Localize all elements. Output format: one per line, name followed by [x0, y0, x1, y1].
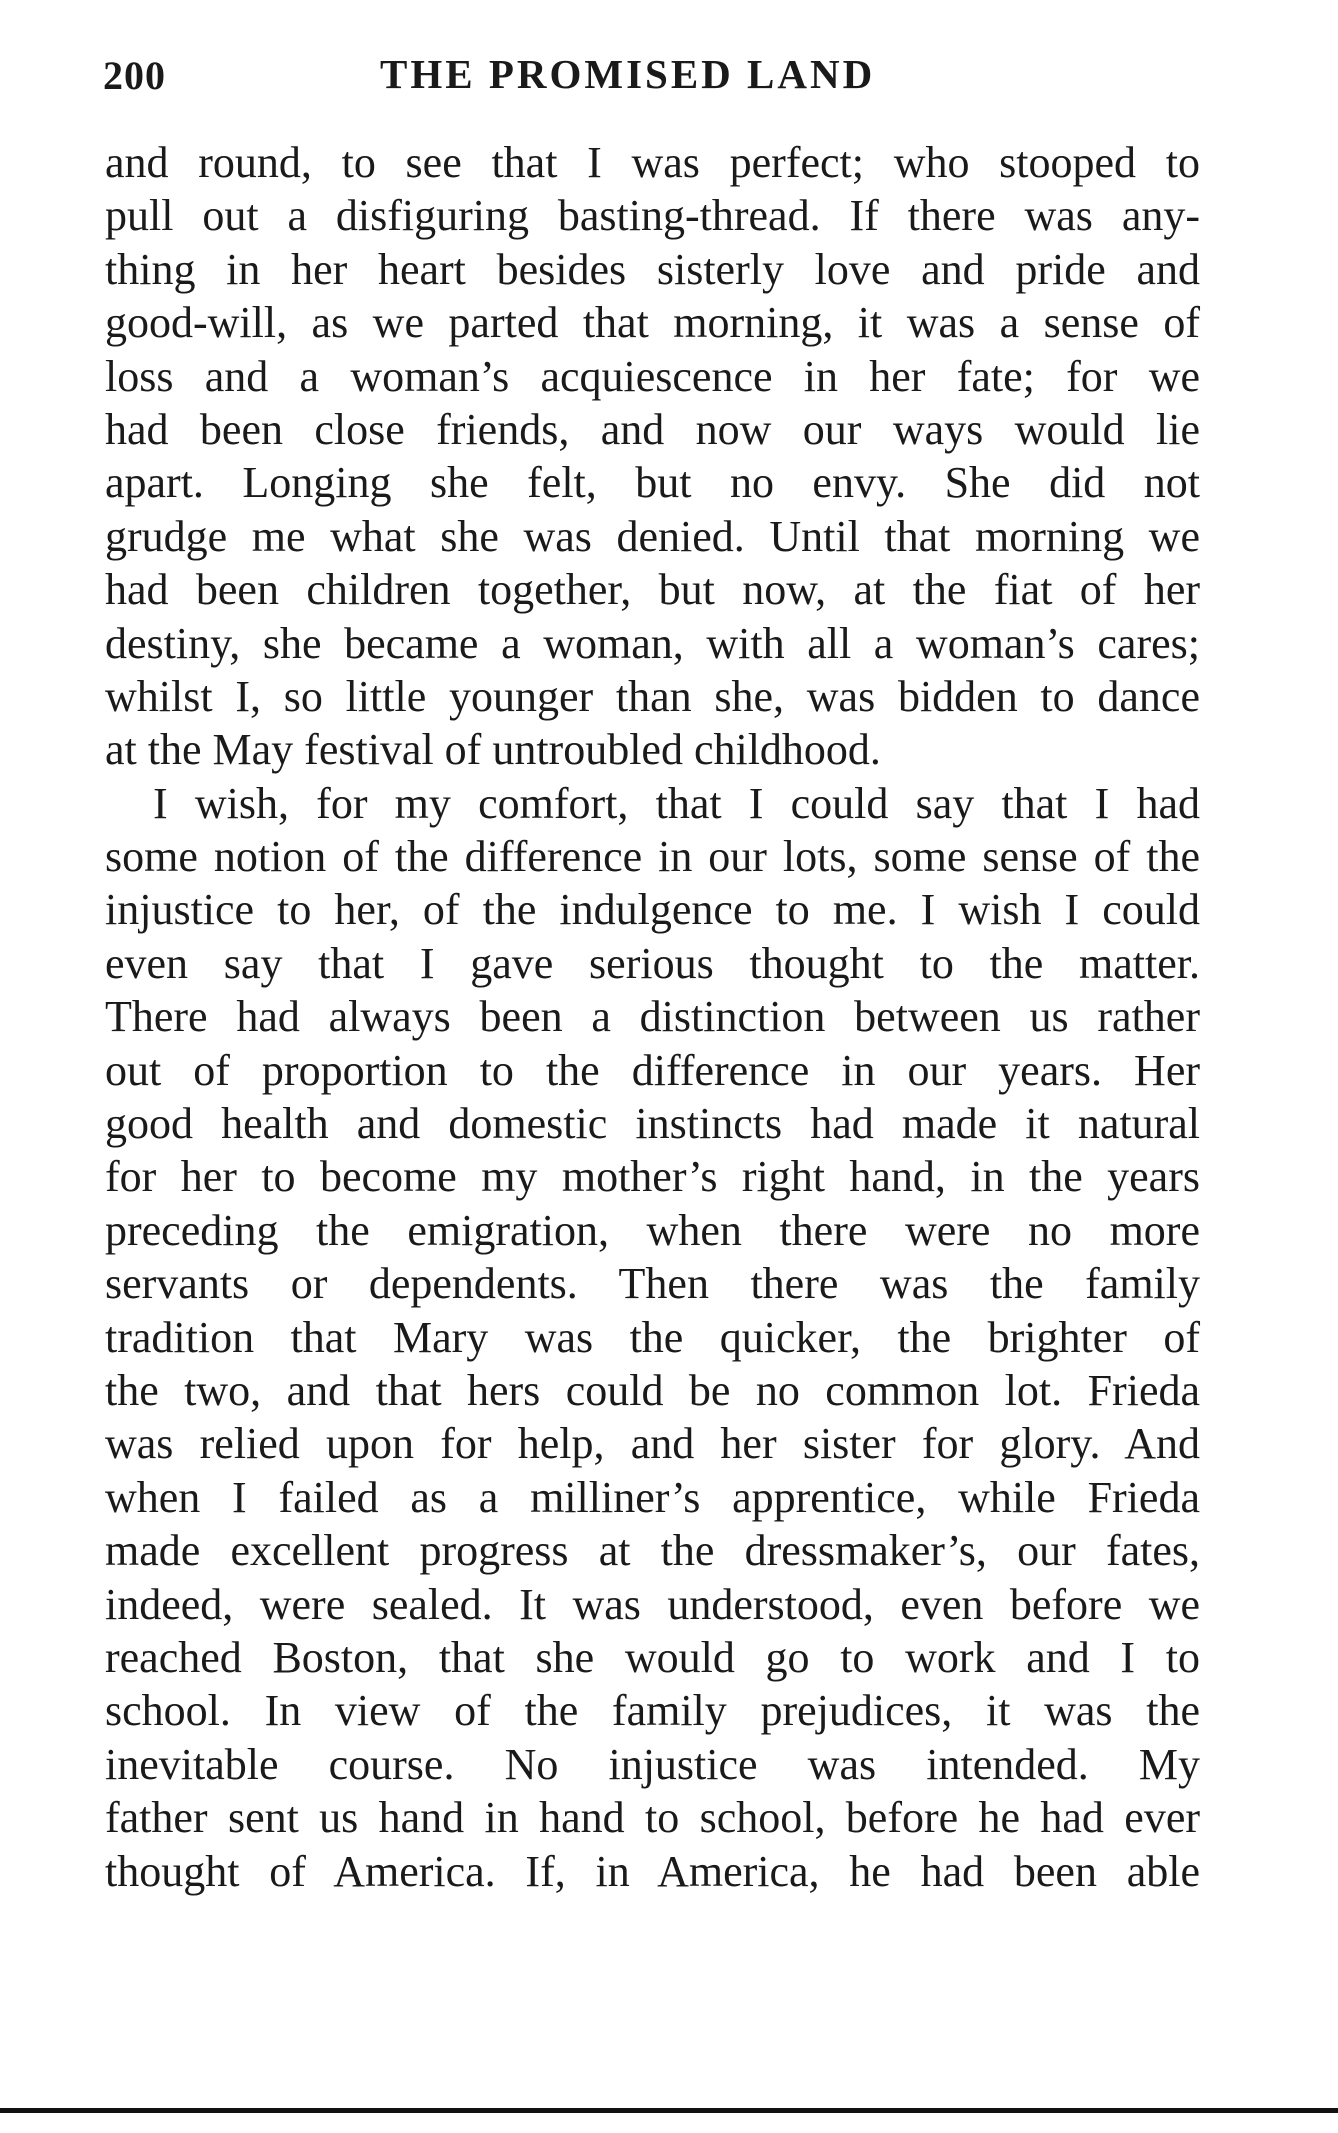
text-line: loss and a woman’s acquiescence in her fate; for we [105, 351, 1200, 401]
text-line: thing in her heart besides sisterly love and pride and [105, 244, 1200, 294]
page-number: 200 [103, 53, 166, 98]
text-line: whilst I, so little younger than she, was bidden to dance [105, 671, 1200, 721]
text-line: apart. Longing she felt, but no envy. She did not [105, 458, 1200, 508]
text-line: pull out a disfiguring basting-thread. If there was any- [105, 191, 1200, 241]
text-line: injustice to her, of the indulgence to me. I wish I could [105, 885, 1200, 935]
text-line: school. In view of the family prejudices, it was the [105, 1686, 1200, 1736]
text-line: reached Boston, that she would go to work and I to [105, 1632, 1200, 1682]
text-line: servants or dependents. Then there was the family [105, 1259, 1200, 1309]
text-line: thought of America. If, in America, he had been able [105, 1846, 1200, 1896]
text-line: at the May festival of untroubled childhood. [105, 725, 881, 775]
text-line: good health and domestic instincts had made it natural [105, 1099, 1200, 1149]
text-line: had been close friends, and now our ways would lie [105, 404, 1200, 454]
text-line: good-will, as we parted that morning, it was a sense of [105, 298, 1200, 348]
text-line: tradition that Mary was the quicker, the brighter of [105, 1312, 1200, 1362]
text-line: grudge me what she was denied. Until that morning we [105, 511, 1200, 561]
text-line: was relied upon for help, and her sister for glory. And [105, 1419, 1200, 1469]
text-line: the two, and that hers could be no common lot. Frieda [105, 1365, 1200, 1415]
text-line: had been children together, but now, at the fiat of her [105, 565, 1200, 615]
body-text [105, 136, 1200, 1898]
text-line: There had always been a distinction between us rather [105, 992, 1200, 1042]
scan-edge-rule [0, 2108, 1338, 2113]
text-line: made excellent progress at the dressmaker’s, our fates, [105, 1526, 1200, 1576]
text-line: and round, to see that I was perfect; who stooped to [105, 138, 1200, 187]
text-line: when I failed as a milliner’s apprentice, while Frieda [105, 1472, 1200, 1522]
running-title: THE PROMISED LAND [380, 51, 876, 97]
text-line: father sent us hand in hand to school, before he had ever [105, 1793, 1200, 1843]
text-line: I wish, for my comfort, that I could say that I had [153, 778, 1200, 828]
text-line: some notion of the difference in our lots, some sense of the [105, 832, 1200, 882]
text-line: for her to become my mother’s right hand, in the years [105, 1152, 1200, 1202]
text-line: out of proportion to the difference in our years. Her [105, 1045, 1200, 1095]
text-line: indeed, were sealed. It was understood, even before we [105, 1579, 1200, 1629]
text-line: preceding the emigration, when there were no more [105, 1205, 1200, 1255]
text-line: even say that I gave serious thought to the matter. [105, 938, 1200, 988]
text-line: destiny, she became a woman, with all a woman’s cares; [105, 618, 1200, 668]
text-line: inevitable course. No injustice was intended. My [105, 1739, 1200, 1789]
